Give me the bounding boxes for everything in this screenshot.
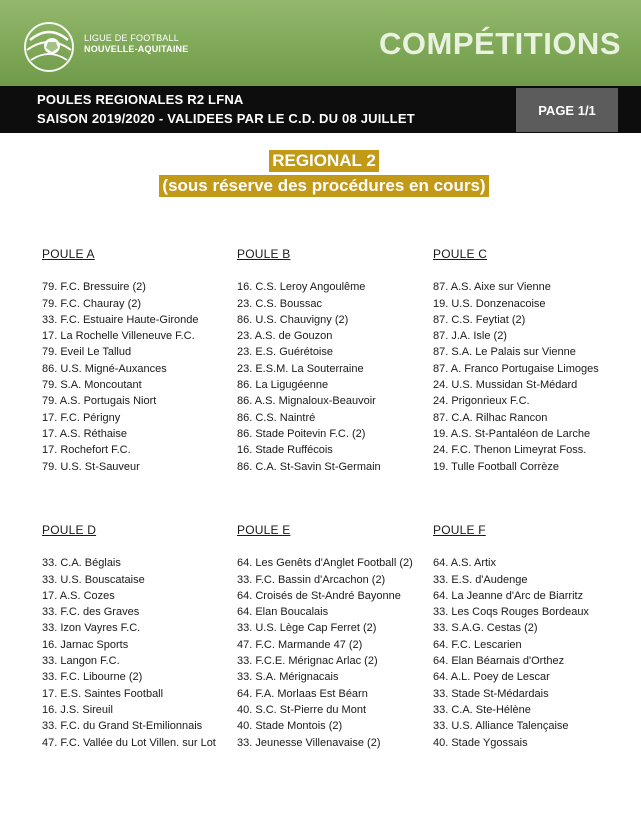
team-entry: 86. C.A. St-Savin St-Germain <box>237 460 381 473</box>
team-entry: 40. S.C. St-Pierre du Mont <box>237 703 366 716</box>
regional-title <box>0 150 641 200</box>
poule-f <box>433 522 623 751</box>
team-entry: 33. F.C. Estuaire Haute-Gironde <box>42 313 199 326</box>
team-entry: 19. Tulle Football Corrèze <box>433 460 559 473</box>
team-entry: 47. F.C. Vallée du Lot Villen. sur Lot <box>42 736 216 749</box>
team-entry: 87. C.A. Rilhac Rancon <box>433 411 548 424</box>
team-entry: 40. Stade Ygossais <box>433 736 528 749</box>
team-entry: 33. Les Coqs Rouges Bordeaux <box>433 606 589 619</box>
team-entry: 33. Izon Vayres F.C. <box>42 622 141 635</box>
team-entry: 79. A.S. Portugais Niort <box>42 395 157 408</box>
team-entry: 23. A.S. de Gouzon <box>237 330 333 343</box>
team-entry: 87. S.A. Le Palais sur Vienne <box>433 346 576 359</box>
team-entry: 64. A.L. Poey de Lescar <box>433 671 550 684</box>
league-name-line2: NOUVELLE-AQUITAINE <box>84 44 189 54</box>
team-entry: 86. U.S. Chauvigny (2) <box>237 313 349 326</box>
team-entry: 24. Prigonrieux F.C. <box>433 395 530 408</box>
league-name <box>84 33 188 55</box>
poule-title: POULE A <box>42 247 95 261</box>
team-entry: 16. Stade Ruffécois <box>237 444 333 457</box>
team-entry: 64. La Jeanne d'Arc de Biarritz <box>433 589 584 602</box>
team-entry: 87. A. Franco Portugaise Limoges <box>433 362 599 375</box>
team-entry: 86. La Ligugéenne <box>237 379 329 392</box>
team-entry: 33. U.S. Bouscataise <box>42 573 145 586</box>
team-entry: 86. Stade Poitevin F.C. (2) <box>237 427 366 440</box>
team-entry: 33. C.A. Ste-Hélène <box>433 703 531 716</box>
poule-a <box>42 246 232 475</box>
team-entry: 33. Stade St-Médardais <box>433 687 549 700</box>
team-entry: 33. U.S. Alliance Talençaise <box>433 720 569 733</box>
team-entry: 40. Stade Montois (2) <box>237 720 343 733</box>
team-entry: 86. U.S. Migné-Auxances <box>42 362 167 375</box>
team-entry: 79. Eveil Le Tallud <box>42 346 132 359</box>
season-lines <box>37 90 415 128</box>
team-entry: 24. F.C. Thenon Limeyrat Foss. <box>433 444 587 457</box>
team-entry: 16. Jarnac Sports <box>42 638 129 651</box>
team-entry: 87. A.S. Aixe sur Vienne <box>433 281 551 294</box>
team-entry: 17. F.C. Périgny <box>42 411 121 424</box>
poule-title: POULE B <box>237 247 291 261</box>
team-entry: 33. S.A. Mérignacais <box>237 671 339 684</box>
poule-title: POULE C <box>433 247 488 261</box>
team-entry: 33. F.C.E. Mérignac Arlac (2) <box>237 655 378 668</box>
league-logo-icon <box>22 20 76 74</box>
team-entry: 17. A.S. Cozes <box>42 589 115 602</box>
banner-line1: POULES REGIONALES R2 LFNA <box>37 92 244 107</box>
team-entry: 87. J.A. Isle (2) <box>433 330 507 343</box>
team-entry: 19. U.S. Donzenacoise <box>433 297 546 310</box>
team-entry: 33. F.C. Bassin d'Arcachon (2) <box>237 573 386 586</box>
team-entry: 33. E.S. d'Audenge <box>433 573 528 586</box>
page-indicator: PAGE 1/1 <box>516 88 618 132</box>
team-entry: 17. La Rochelle Villeneuve F.C. <box>42 330 195 343</box>
team-entry: 23. E.S.M. La Souterraine <box>237 362 364 375</box>
team-entry: 16. J.S. Sireuil <box>42 703 113 716</box>
team-entry: 79. F.C. Chauray (2) <box>42 297 142 310</box>
team-entry: 64. Elan Boucalais <box>237 606 329 619</box>
team-entry: 64. Les Genêts d'Anglet Football (2) <box>237 557 413 570</box>
team-entry: 16. C.S. Leroy Angoulême <box>237 281 366 294</box>
regional-title-line1: REGIONAL 2 <box>269 150 379 172</box>
league-name-line1: LIGUE DE FOOTBALL <box>84 33 179 43</box>
poule-e <box>237 522 427 751</box>
poule-c <box>433 246 623 475</box>
team-entry: 17. E.S. Saintes Football <box>42 687 164 700</box>
team-entry: 19. A.S. St-Pantaléon de Larche <box>433 427 591 440</box>
team-entry: 33. F.C. du Grand St-Emilionnais <box>42 720 203 733</box>
regional-title-line2: (sous réserve des procédures en cours) <box>159 175 488 197</box>
team-entry: 33. C.A. Béglais <box>42 557 121 570</box>
team-entry: 64. F.A. Morlaas Est Béarn <box>237 687 368 700</box>
poule-title: POULE E <box>237 523 291 537</box>
poule-title: POULE F <box>433 523 486 537</box>
team-entry: 64. A.S. Artix <box>433 557 496 570</box>
team-entry: 33. Langon F.C. <box>42 655 120 668</box>
team-entry: 86. C.S. Naintré <box>237 411 316 424</box>
team-entry: 79. U.S. St-Sauveur <box>42 460 140 473</box>
section-title: COMPÉTITIONS <box>379 26 621 61</box>
team-entry: 47. F.C. Marmande 47 (2) <box>237 638 363 651</box>
team-entry: 23. C.S. Boussac <box>237 297 322 310</box>
team-entry: 86. A.S. Mignaloux-Beauvoir <box>237 395 376 408</box>
header-band <box>0 0 641 86</box>
team-entry: 87. C.S. Feytiat (2) <box>433 313 526 326</box>
team-entry: 23. E.S. Guérétoise <box>237 346 333 359</box>
team-entry: 33. F.C. des Graves <box>42 606 140 619</box>
team-entry: 64. Elan Béarnais d'Orthez <box>433 655 565 668</box>
team-entry: 17. A.S. Réthaise <box>42 427 127 440</box>
team-entry: 33. U.S. Lège Cap Ferret (2) <box>237 622 377 635</box>
poule-title: POULE D <box>42 523 97 537</box>
banner-line2: SAISON 2019/2020 - VALIDEES PAR LE C.D. DU 08 JUILLET <box>37 111 415 126</box>
team-entry: 33. S.A.G. Cestas (2) <box>433 622 538 635</box>
poule-b <box>237 246 427 475</box>
team-entry: 17. Rochefort F.C. <box>42 444 131 457</box>
team-entry: 79. F.C. Bressuire (2) <box>42 281 146 294</box>
team-entry: 64. Croisés de St-André Bayonne <box>237 589 401 602</box>
team-entry: 64. F.C. Lescarien <box>433 638 522 651</box>
poule-d <box>42 522 232 751</box>
team-entry: 79. S.A. Moncoutant <box>42 379 142 392</box>
team-entry: 33. F.C. Libourne (2) <box>42 671 143 684</box>
team-entry: 24. U.S. Mussidan St-Médard <box>433 379 578 392</box>
team-entry: 33. Jeunesse Villenavaise (2) <box>237 736 381 749</box>
